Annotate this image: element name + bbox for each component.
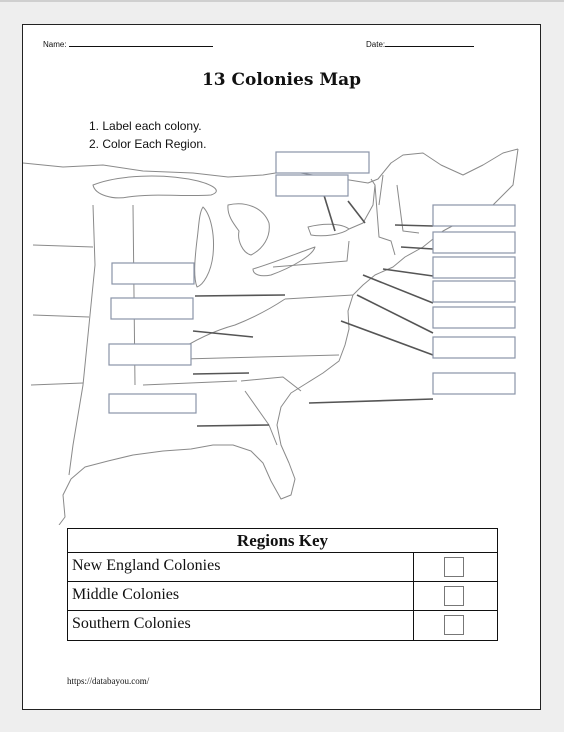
color-swatch-box[interactable] — [444, 586, 464, 606]
pa-ny-border — [273, 241, 349, 267]
lake-michigan — [195, 207, 214, 287]
name-blank-line[interactable] — [69, 39, 213, 47]
date-field[interactable] — [366, 39, 474, 49]
regions-key-table — [67, 528, 498, 641]
footer-url[interactable]: https://databayou.com/ — [67, 676, 150, 686]
va-nc-border — [183, 355, 339, 359]
label-box — [433, 205, 515, 226]
instruction-item: 2. Color Each Region. — [89, 137, 207, 151]
label-box — [433, 337, 515, 358]
color-swatch-box[interactable] — [444, 615, 464, 635]
tennessee-border — [143, 381, 237, 385]
color-swatch-cell — [414, 611, 497, 640]
label-box — [433, 307, 515, 328]
color-swatch-box[interactable] — [444, 557, 464, 577]
leader-line — [383, 269, 433, 276]
lake-erie — [253, 247, 315, 276]
label-box — [433, 257, 515, 278]
label-box — [433, 281, 515, 302]
name-label: Name: — [43, 40, 67, 49]
region-row-middle — [68, 582, 497, 611]
leader-line — [357, 295, 433, 333]
leader-line — [193, 373, 249, 374]
leader-line — [193, 331, 253, 337]
leader-line — [197, 425, 269, 426]
new-england-lines — [375, 175, 419, 255]
mississippi-river — [69, 205, 95, 475]
label-box — [111, 298, 193, 319]
region-label: Southern Colonies — [68, 611, 414, 640]
regions-key-heading: Regions Key — [68, 529, 497, 553]
lake-superior — [93, 176, 216, 198]
region-row-southern — [68, 611, 497, 640]
color-swatch-cell — [414, 582, 497, 610]
leader-line — [195, 295, 285, 296]
label-box — [433, 232, 515, 253]
label-box — [276, 175, 348, 196]
label-box — [109, 394, 196, 413]
leader-line — [401, 247, 433, 249]
leader-line — [363, 275, 433, 303]
instruction-item: 1. Label each colony. — [89, 119, 202, 133]
region-row-new-england — [68, 553, 497, 582]
label-box — [109, 344, 191, 365]
worksheet-page — [22, 24, 541, 710]
region-label: New England Colonies — [68, 553, 414, 581]
leader-line — [348, 201, 365, 223]
ny-east — [349, 179, 375, 229]
label-box — [112, 263, 194, 284]
nc-sc-border — [241, 377, 301, 391]
leader-line — [309, 399, 433, 403]
label-box — [433, 373, 515, 394]
lake-ontario — [308, 224, 349, 236]
label-box — [276, 152, 369, 173]
lake-huron — [228, 204, 269, 255]
thirteen-colonies-map — [23, 145, 540, 525]
pa-south-border — [285, 295, 353, 299]
ga-border — [245, 391, 277, 445]
northern-border — [23, 149, 518, 183]
name-field[interactable] — [43, 39, 213, 49]
date-blank-line[interactable] — [385, 39, 474, 47]
leader-line — [323, 192, 335, 231]
color-swatch-cell — [414, 553, 497, 581]
leader-line — [395, 225, 433, 226]
date-label: Date: — [366, 40, 386, 49]
page-title: 13 Colonies Map — [201, 70, 362, 90]
top-edge — [0, 0, 564, 2]
region-label: Middle Colonies — [68, 582, 414, 610]
